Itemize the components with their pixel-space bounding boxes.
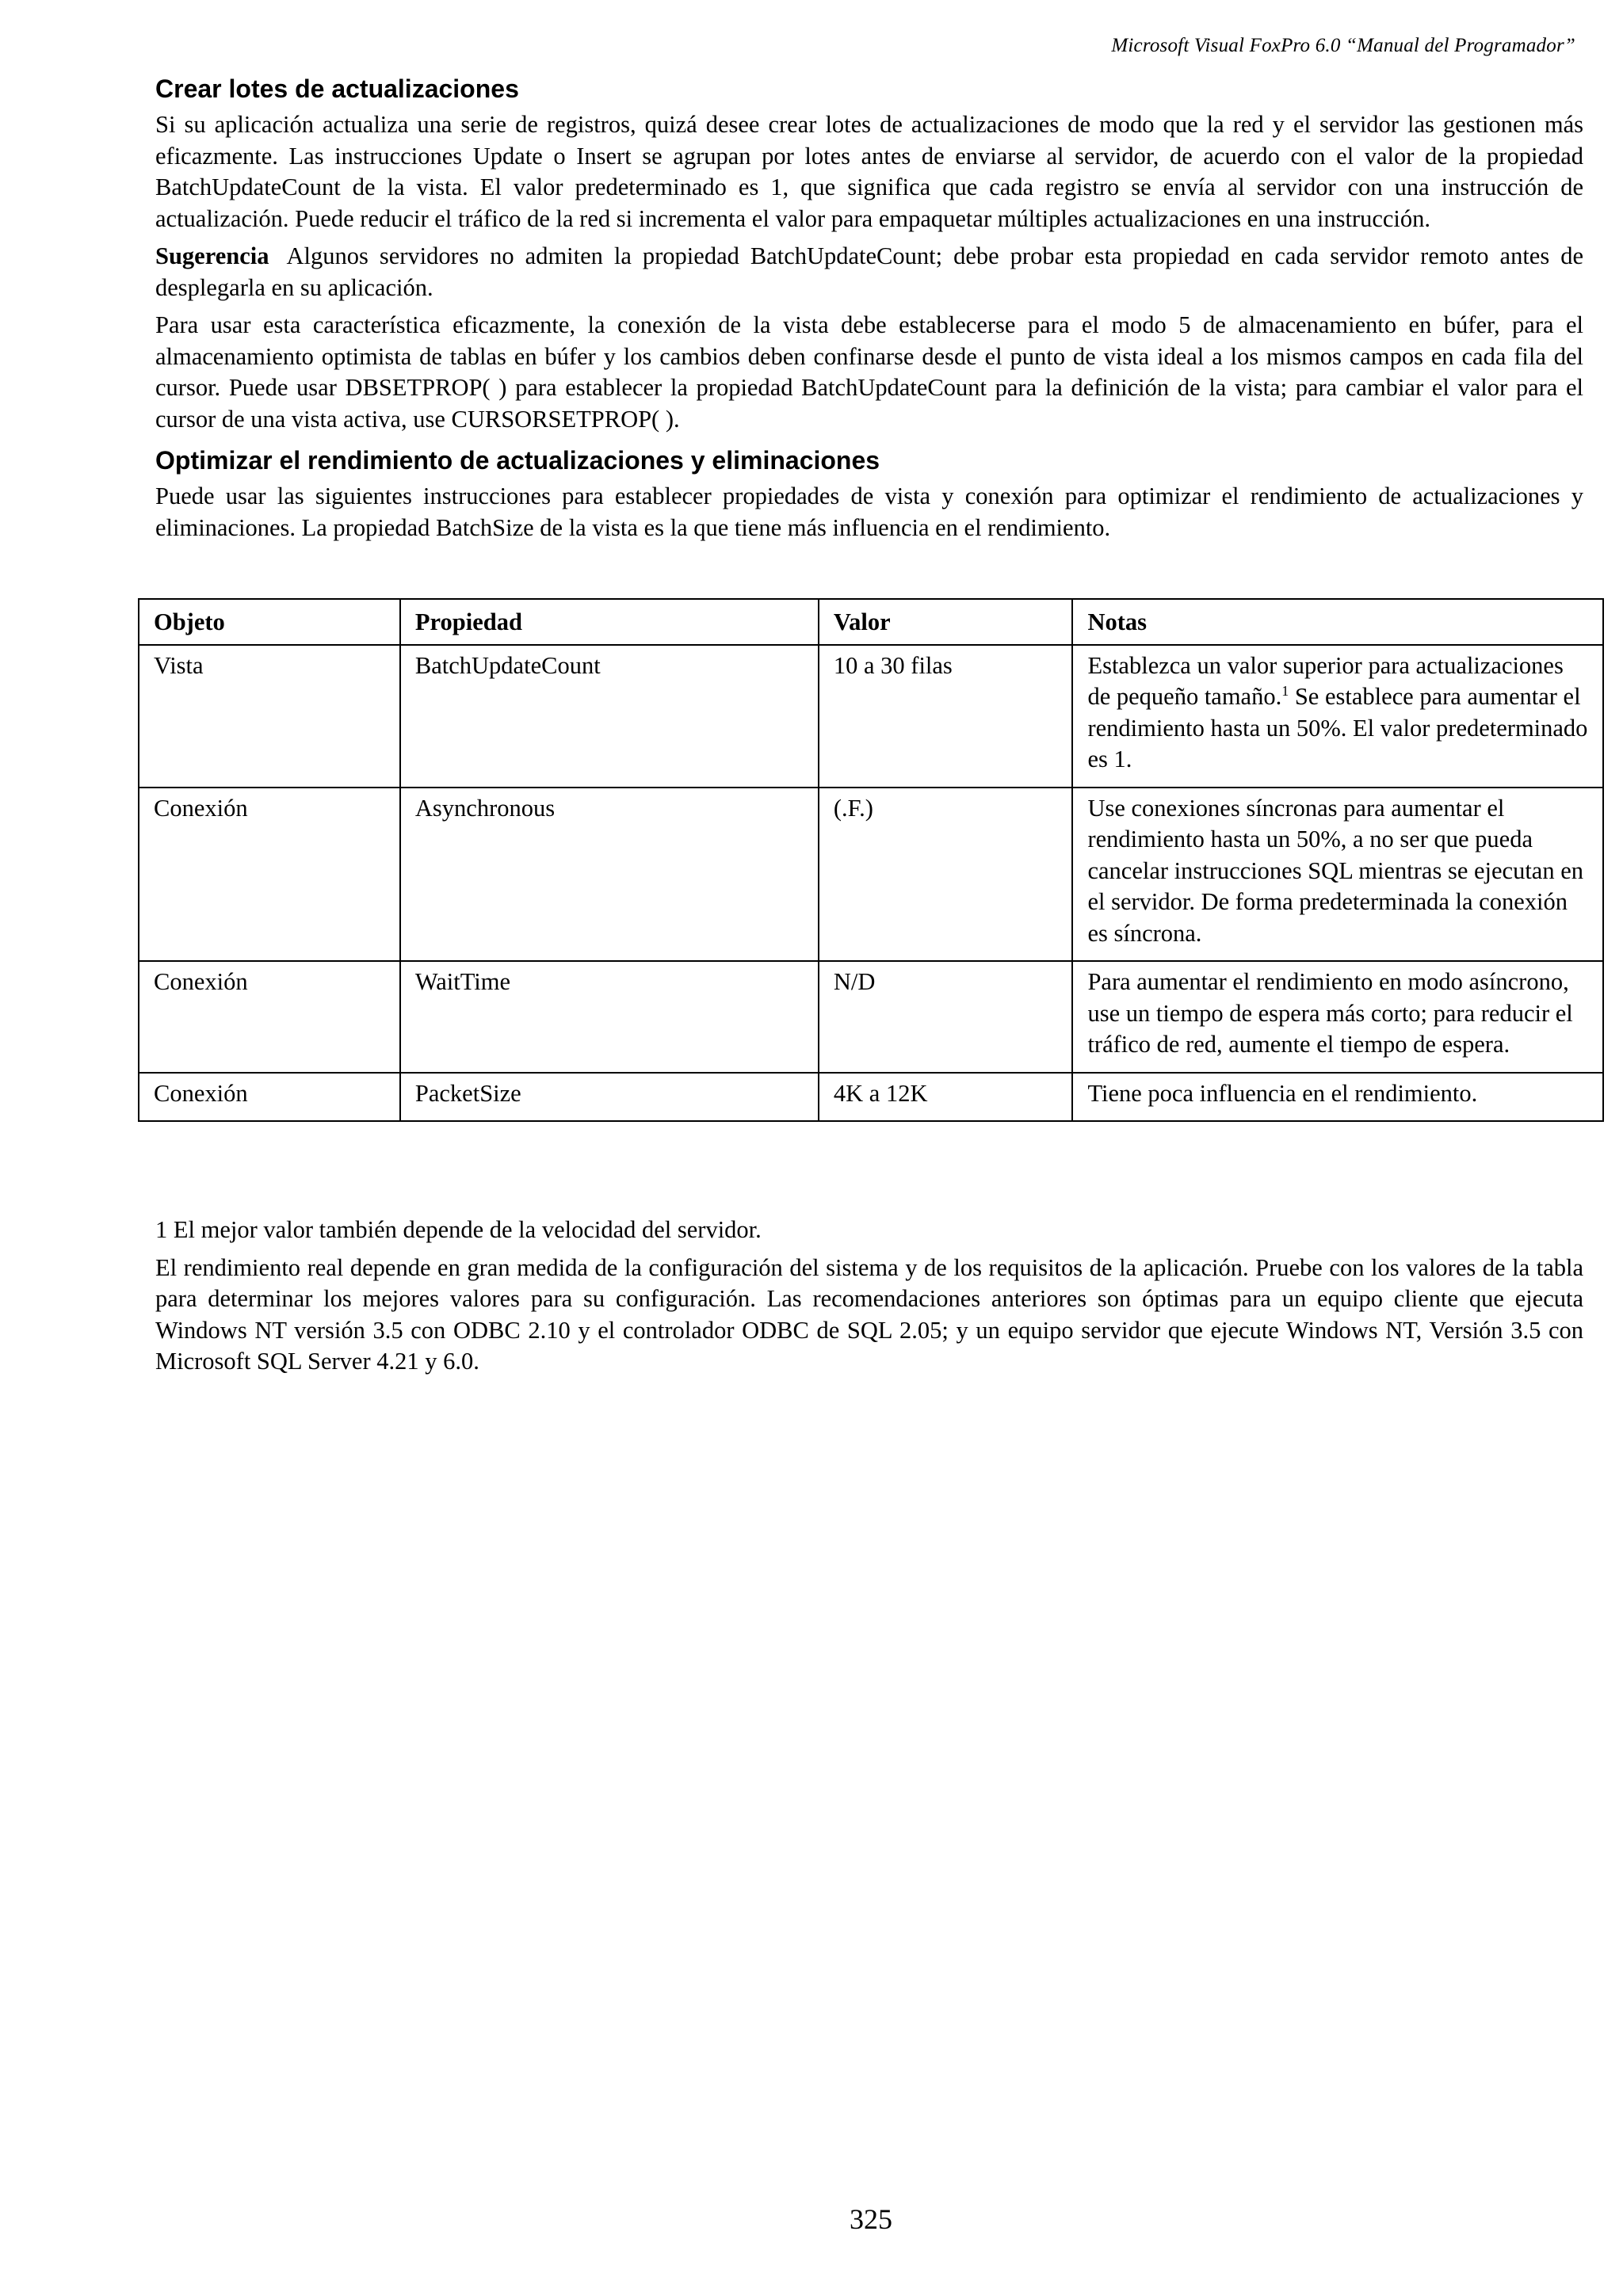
cell-propiedad: WaitTime [400, 961, 819, 1073]
section-heading-batch-updates: Crear lotes de actualizaciones [155, 74, 519, 103]
table-header-row [139, 599, 1603, 645]
notas-text: Establezca un valor superior para actualizaciones de pequeño tamaño. [1087, 651, 1564, 710]
table-row [139, 788, 1603, 962]
tip-label: Sugerencia [155, 242, 269, 269]
paragraph-closing: El rendimiento real depende en gran medida de la configuración del sistema y de los requisitos de la aplicación. Pruebe con los valores de la tabla para determinar los mejores valores para su configuración. Las recomendaciones anteriores son óptimas para un equipo cliente que ejecuta Windows NT versión 3.5 con ODBC 2.10 y el controlador ODBC de SQL 2.05; y un equipo servidor que ejecute Windows NT, Versión 3.5 con Microsoft SQL Server 4.21 y 6.0. [155, 1253, 1583, 1375]
cell-notas: Para aumentar el rendimiento en modo asíncrono, use un tiempo de espera más corto; para reducir el tráfico de red, aumente el tiempo de espera. [1072, 961, 1603, 1073]
notas-text-cont: Se establece para aumentar el rendimiento hasta un 50%. El valor predeterminado es 1. [1087, 683, 1588, 772]
cell-propiedad: Asynchronous [400, 788, 819, 962]
tip-text: Algunos servidores no admiten la propiedad BatchUpdateCount; debe probar esta propiedad en cada servidor remoto antes de desplegarla en su aplicación. [155, 242, 1583, 301]
cell-valor: (.F.) [819, 788, 1073, 962]
page-number: 325 [850, 2203, 892, 2235]
col-header-notas: Notas [1072, 599, 1603, 645]
table-row [139, 1073, 1603, 1122]
cell-propiedad: BatchUpdateCount [400, 645, 819, 788]
paragraph-optimize-intro: Puede usar las siguientes instrucciones para establecer propiedades de vista y conexión para optimizar el rendimiento de actualizaciones y eliminaciones. La propiedad BatchSize de la vista es la que tiene más influencia en el rendimiento. [155, 482, 1583, 541]
cell-objeto: Vista [139, 645, 400, 788]
cell-objeto: Conexión [139, 1073, 400, 1122]
after-table-content [155, 1215, 1583, 1384]
section-heading-optimize: Optimizar el rendimiento de actualizaciones y eliminaciones [155, 446, 880, 475]
cell-propiedad: PacketSize [400, 1073, 819, 1122]
body-content [155, 73, 1583, 550]
col-header-objeto: Objeto [139, 599, 400, 645]
table-row [139, 645, 1603, 788]
properties-table [138, 598, 1604, 1122]
col-header-valor: Valor [819, 599, 1073, 645]
footnote: 1 El mejor valor también depende de la velocidad del servidor. [155, 1216, 762, 1243]
cell-notas [1072, 645, 1603, 788]
tip-paragraph [155, 241, 1583, 303]
footnote-marker: 1 [1281, 683, 1289, 699]
cell-valor: 4K a 12K [819, 1073, 1073, 1122]
cell-valor: 10 a 30 filas [819, 645, 1073, 788]
cell-valor: N/D [819, 961, 1073, 1073]
cell-objeto: Conexión [139, 788, 400, 962]
running-header: Microsoft Visual FoxPro 6.0 “Manual del Programador” [1111, 35, 1575, 56]
table-row [139, 961, 1603, 1073]
paragraph-batch-usage: Para usar esta característica eficazmente, la conexión de la vista debe establecerse para el modo 5 de almacenamiento en búfer, para el almacenamiento optimista de tablas en búfer y los cambios deben confinarse desde el punto de vista ideal a los mismos campos en cada fila del cursor. Puede usar DBSETPROP( ) para establecer la propiedad BatchUpdateCount para la definición de la vista; para cambiar el valor para el cursor de una vista activa, use CURSORSETPROP( ). [155, 311, 1583, 433]
col-header-propiedad: Propiedad [400, 599, 819, 645]
paragraph-batch-intro: Si su aplicación actualiza una serie de registros, quizá desee crear lotes de actualizaciones de modo que la red y el servidor las gestionen más eficazmente. Las instrucciones Update o Insert se agrupan por lotes antes de enviarse al servidor, de acuerdo con el valor de la propiedad BatchUpdateCount de la vista. El valor predeterminado es 1, que significa que cada registro se envía al servidor con una instrucción de actualización. Puede reducir el tráfico de la red si incrementa el valor para empaquetar múltiples actualizaciones en una instrucción. [155, 111, 1583, 232]
cell-notas: Tiene poca influencia en el rendimiento. [1072, 1073, 1603, 1122]
cell-objeto: Conexión [139, 961, 400, 1073]
cell-notas: Use conexiones síncronas para aumentar el rendimiento hasta un 50%, a no ser que pueda cancelar instrucciones SQL mientras se ejecutan en el servidor. De forma predeterminada la conexión es síncrona. [1072, 788, 1603, 962]
